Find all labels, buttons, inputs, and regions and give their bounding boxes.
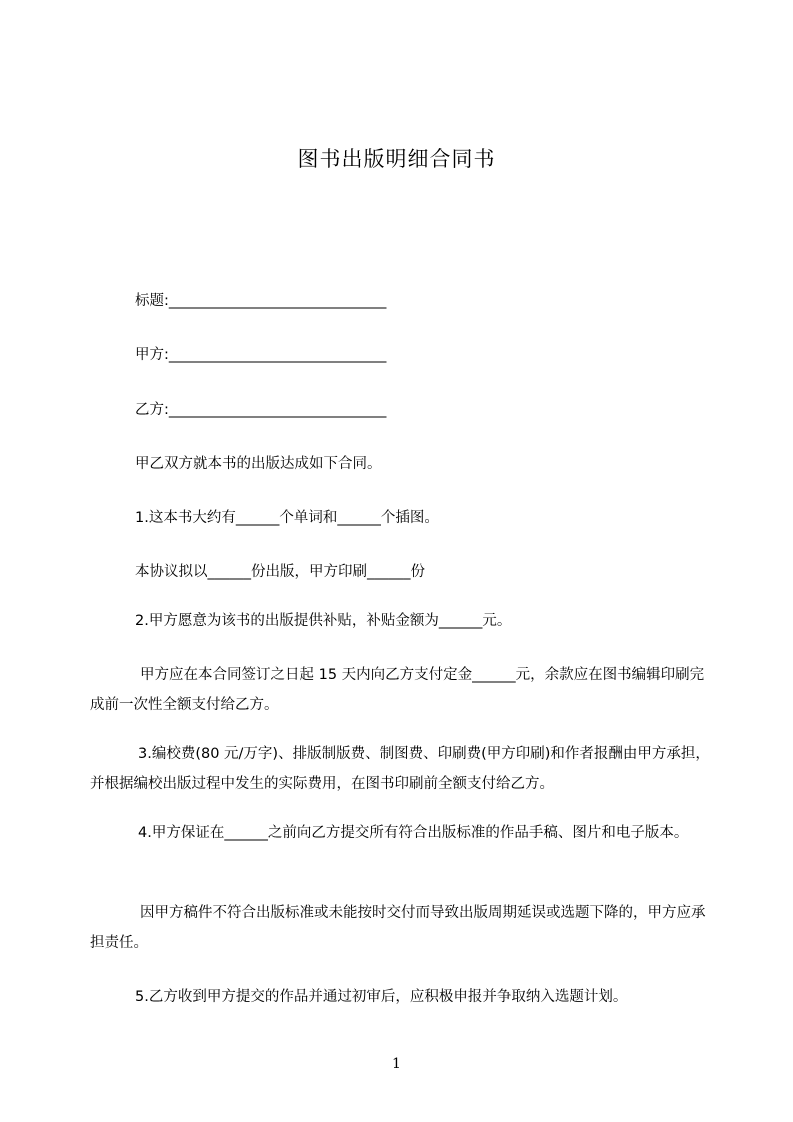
clause-4-submission: 4.甲方保证在______之前向乙方提交所有符合出版标准的作品手稿、图片和电子版本。 xyxy=(138,825,689,841)
party-a-field-line: 甲方:______________________________ xyxy=(135,347,387,363)
clause-1-print-run: 本协议拟以______份出版，甲方印刷______份 xyxy=(135,564,425,580)
clause-3-fees: 3.编校费(80 元/万字)、排版制版费、制图费、印刷费(甲方印刷)和作者报酬由甲方承担，并根据编校出版过程中发生的实际费用，在图书印刷前全额支付给乙方。 xyxy=(90,746,710,792)
title-field-line: 标题:______________________________ xyxy=(135,293,387,309)
intro-paragraph: 甲乙双方就本书的出版达成如下合同。 xyxy=(135,456,382,472)
page-number: 1 xyxy=(392,1056,401,1072)
clause-2-payment: 甲方应在本合同签订之日起 15 天内向乙方支付定金______元，余款应在图书编辑印刷完成前一次性全额支付给乙方。 xyxy=(90,667,705,713)
clause-1-word-count: 1.这本书大约有______个单词和______个插图。 xyxy=(135,510,439,526)
clause-4-liability: 因甲方稿件不符合出版标准或未能按时交付而导致出版周期延误或选题下降的，甲方应承担责任。 xyxy=(90,905,706,951)
page-title: 图书出版明细合同书 xyxy=(297,147,496,171)
clause-2-subsidy: 2.甲方愿意为该书的出版提供补贴，补贴金额为______元。 xyxy=(135,613,512,629)
party-b-field-line: 乙方:______________________________ xyxy=(135,402,387,418)
clause-5-review: 5.乙方收到甲方提交的作品并通过初审后，应积极申报并争取纳入选题计划。 xyxy=(135,989,628,1005)
